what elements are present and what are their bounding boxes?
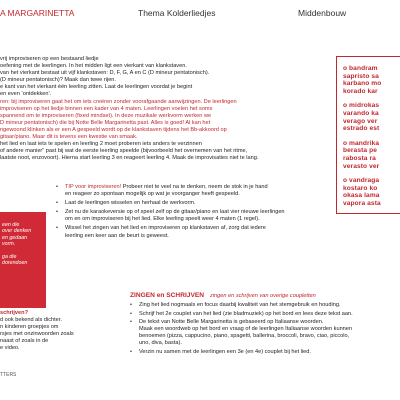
body-line: improviseren op het liedje binnen een kader van 4 maten. Leerlingen voelen het soms — [0, 105, 213, 112]
lyric-line: berasta pe — [343, 147, 377, 155]
zingen-line: • De tekst van Notte Belle Margarinetta is gebaseerd op Italiaanse woorden. — [139, 319, 324, 326]
lyric-line: rabosta ra — [343, 154, 376, 162]
tip-line: • TIP voor improviseren! Probeer niet te veel na te denken, neem de stok in je hand — [65, 184, 268, 190]
footer-text: TTERS — [0, 372, 17, 378]
zingen-line: • Schrijf het 2e couplet van het lied (zie bladmuziek) op het bord en lees deze tekst aan. — [139, 310, 353, 317]
zingen-line: uno, diva, basta). — [139, 340, 182, 347]
tip-item — [56, 209, 332, 223]
zingen-list — [130, 302, 400, 358]
tip-line: • Zet nu de karaokeversie op of speel zelf op de gitaar/piano en laat vier nieuwe leerlingen — [65, 209, 285, 216]
body-line: ngewoond klinken als er een A gespeeld wordt op de klankstaven tijdens het Bb-akkoord op — [0, 126, 227, 133]
tip-item — [56, 225, 332, 239]
body-line: het lied en laat iets te spelen en leerling 2 moet proberen iets anders te verzinnen — [0, 141, 202, 148]
body-line: D mineur pentatonisch) die bij Notte Belle Margarinetta past. Alles is goed! Al kan het — [0, 119, 211, 126]
body-line: ren: bij improviseren gaat het om iets creëren zonder voorafgaande aanwijzingen. De leerlingen — [0, 98, 237, 105]
note-line: ga die — [2, 254, 17, 261]
zingen-item — [130, 349, 400, 356]
lyric-line: varando ka — [343, 109, 379, 117]
body-line: gitaar/piano. Maar dit is tevens een kwestie van smaak. — [0, 134, 138, 141]
lyric-line: verasto ver — [343, 162, 380, 170]
lyric-stanza — [343, 177, 400, 207]
tip-item — [56, 184, 332, 198]
body-line: spannend om te improviseren (fixed mindset). In deze muzikale werkvorm werken we — [0, 112, 212, 119]
instructions-text — [0, 56, 326, 162]
writing-note-line: n kinderen groepjes om — [0, 324, 59, 331]
note-line: een die — [2, 222, 20, 228]
body-line: en even ‘ontdekken’. — [0, 91, 52, 98]
body-line: oefening met de leerlingen. In het midden ligt een vierkant van klankstaven. — [0, 63, 187, 70]
writing-note-line: e video. — [0, 345, 20, 352]
lyric-line: okasa lama — [343, 192, 380, 200]
tip-line: en reageer zo spontaan mogelijk op wat je voorganger heeft gespeeld. — [65, 191, 240, 198]
lyric-stanza — [343, 102, 400, 132]
section-heading — [130, 292, 316, 299]
lyric-stanza — [343, 140, 400, 170]
tip-highlight: TIP voor improviseren! — [65, 184, 122, 190]
body-line: van het vierkant bestaat uit vijf klankstaven: D, F, G, A en C (D mineur pentatonisch). — [0, 70, 210, 77]
lyric-line: estrado est — [343, 125, 380, 133]
lyric-line: o bandram — [343, 65, 378, 72]
zingen-line: Maak een woordweb op het bord en vraag of de leerlingen Italiaanse woorden kunnen — [139, 326, 353, 333]
song-title: A MARGARINETTA — [0, 8, 75, 18]
writing-note — [0, 310, 120, 353]
lyric-stanza — [343, 65, 400, 95]
note-line: over denken — [2, 228, 32, 235]
lyric-line: vapora asta — [343, 199, 381, 207]
section-subtitle: zingen en schrijven van overige coupletten — [210, 293, 316, 299]
tip-item — [56, 200, 332, 207]
writing-note-line: d ook bekend als dichter. — [0, 317, 62, 324]
body-line: e kant van het vierkant één leerling zitten. Laat de leerlingen voordat je begint — [0, 84, 193, 91]
lyric-line: sapristo sa — [343, 72, 379, 80]
lyric-line: kostaro ko — [343, 184, 378, 192]
lyric-line: verago ver — [343, 117, 378, 125]
tip-line: om en om improviseren bij het lied. Elke leerling speelt weer 4 maten (1 regel). — [65, 216, 260, 223]
theme-title: Thema Kolderliedjes — [138, 8, 216, 18]
writing-note-line: naast of zoals in de — [0, 338, 49, 345]
zingen-item — [130, 319, 400, 347]
lyric-line: korado kar — [343, 87, 378, 95]
lyric-line: o vandraga — [343, 177, 380, 185]
tip-line: • Laat de leerlingen wisselen en herhaal de werkvorm. — [65, 200, 196, 207]
note-line: vorm. — [2, 241, 16, 248]
tip-line: leerling een keer aan de beurt is geweest. — [65, 232, 169, 239]
lyric-line: o midrokas — [343, 102, 380, 110]
writing-note-heading: schrijven? — [0, 310, 28, 316]
zingen-item — [130, 311, 400, 318]
body-line: (D mineur pentatonisch)? Maak dan twee rijen. — [0, 77, 116, 84]
zingen-item — [130, 302, 400, 309]
lyrics-box — [336, 56, 400, 214]
body-line: laatste noot, enzovoort). Hierna start leerling 3 en reageert leerling 4. Maak de improvisaties niet te lang. — [0, 155, 259, 162]
page-header — [0, 8, 400, 20]
red-note-box — [0, 212, 46, 308]
lyric-line: karbano mo — [343, 80, 382, 88]
note-line: en gedaan — [2, 234, 28, 241]
writing-note-line: rsjes met onzinwoorden zoals — [0, 331, 74, 338]
zingen-line: • Verzin nu samen met de leerlingen een 3e (en 4e) couplet bij het lied. — [139, 349, 311, 356]
body-line: of andere manier” past bij wat de eerste leerling speelde (bijvoorbeeld het overnemen van het ritme, — [0, 148, 248, 155]
tip-line: • Wissel het zingen van het lied en improviseren op klankstaven af, zorg dat iedere — [65, 225, 266, 232]
grade-level: Middenbouw — [298, 8, 347, 18]
zingen-line: benoemen (pizza, cappucino, piano, spagetti, ballerina, broccoli, bravo, ciao, piccolo, — [139, 333, 350, 340]
note-line: dorendoen — [2, 260, 28, 267]
body-line: vrij improviseren op een bestaand liedje — [0, 56, 99, 62]
tips-list — [56, 184, 332, 242]
section-title: ZINGEN en SCHRIJVEN — [130, 292, 205, 299]
zingen-line: • Zing het lied nogmaals en focus daarbij kwaliteit van het stemgebruik en houding. — [139, 302, 341, 308]
lyric-line: o mandrika — [343, 139, 380, 147]
